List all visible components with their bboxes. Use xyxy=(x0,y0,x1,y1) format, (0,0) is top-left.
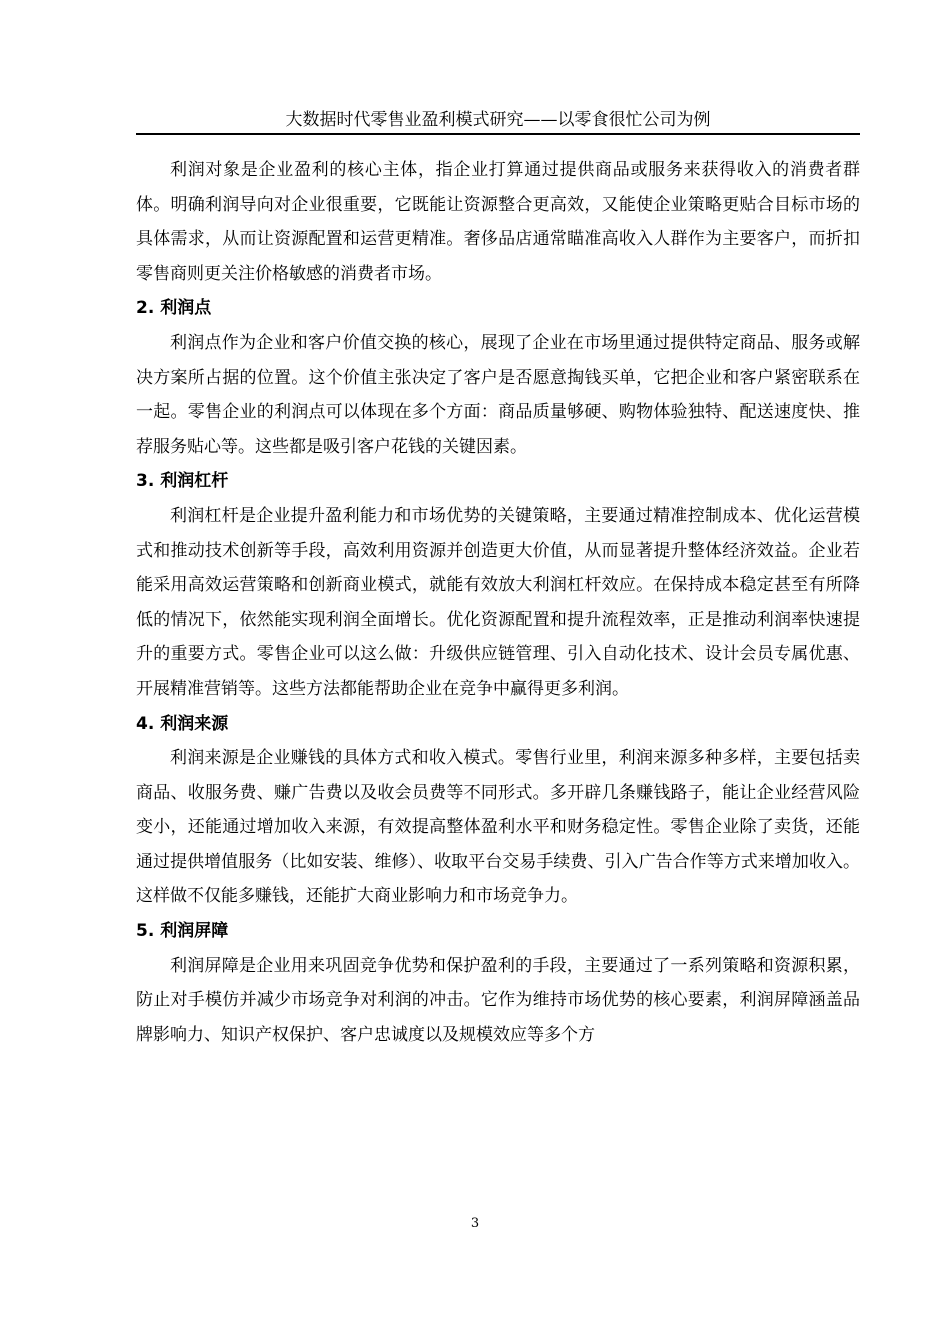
paragraph-profit-point: 利润点作为企业和客户价值交换的核心，展现了企业在市场里通过提供特定商品、服务或解决方案所占据的位置。这个价值主张决定了客户是否愿意掏钱买单，它把企业和客户紧密联系在一起。零售企业的利润点可以体现在多个方面：商品质量够硬、购物体验独特、配送速度快、推荐服务贴心等。这些都是吸引客户花钱的关键因素。 xyxy=(136,332,860,457)
page-number: 3 xyxy=(470,1216,480,1231)
document-body xyxy=(136,153,860,1052)
heading-profit-source: 4. 利润来源 xyxy=(136,713,229,734)
paragraph-profit-leverage: 利润杠杆是企业提升盈利能力和市场优势的关键策略，主要通过精准控制成本、优化运营模式和推动技术创新等手段，高效利用资源并创造更大价值，从而显著提升整体经济效益。企业若能采用高效运营策略和创新商业模式，就能有效放大利润杠杆效应。在保持成本稳定甚至有所降低的情况下，依然能实现利润全面增长。优化资源配置和提升流程效率，正是推动利润率快速提升的重要方式。零售企业可以这么做：升级供应链管理、引入自动化技术、设计会员专属优惠、开展精准营销等。这些方法都能帮助企业在竞争中赢得更多利润。 xyxy=(136,505,860,699)
paragraph-profit-barrier: 利润屏障是企业用来巩固竞争优势和保护盈利的手段，主要通过了一系列策略和资源积累，防止对手模仿并减少市场竞争对利润的冲击。它作为维持市场优势的核心要素，利润屏障涵盖品牌影响力、知识产权保护、客户忠诚度以及规模效应等多个方 xyxy=(136,955,860,1045)
running-header: 大数据时代零售业盈利模式研究——以零食很忙公司为例 xyxy=(285,110,711,130)
paragraph-profit-source: 利润来源是企业赚钱的具体方式和收入模式。零售行业里，利润来源多种多样，主要包括卖商品、收服务费、赚广告费以及收会员费等不同形式。多开辟几条赚钱路子，能让企业经营风险变小，还能通过增加收入来源，有效提高整体盈利水平和财务稳定性。零售企业除了卖货，还能通过提供增值服务（比如安装、维修）、收取平台交易手续费、引入广告合作等方式来增加收入。这样做不仅能多赚钱，还能扩大商业影响力和市场竞争力。 xyxy=(136,748,860,907)
heading-profit-point: 2. 利润点 xyxy=(136,298,212,319)
header-rule xyxy=(136,133,860,135)
heading-profit-barrier: 5. 利润屏障 xyxy=(136,921,229,942)
heading-profit-leverage: 3. 利润杠杆 xyxy=(136,471,229,492)
paragraph-profit-object: 利润对象是企业盈利的核心主体，指企业打算通过提供商品或服务来获得收入的消费者群体。明确利润导向对企业很重要，它既能让资源整合更高效，又能使企业策略更贴合目标市场的具体需求，从而让资源配置和运营更精准。奢侈品店通常瞄准高收入人群作为主要客户，而折扣零售商则更关注价格敏感的消费者市场。 xyxy=(136,160,860,284)
